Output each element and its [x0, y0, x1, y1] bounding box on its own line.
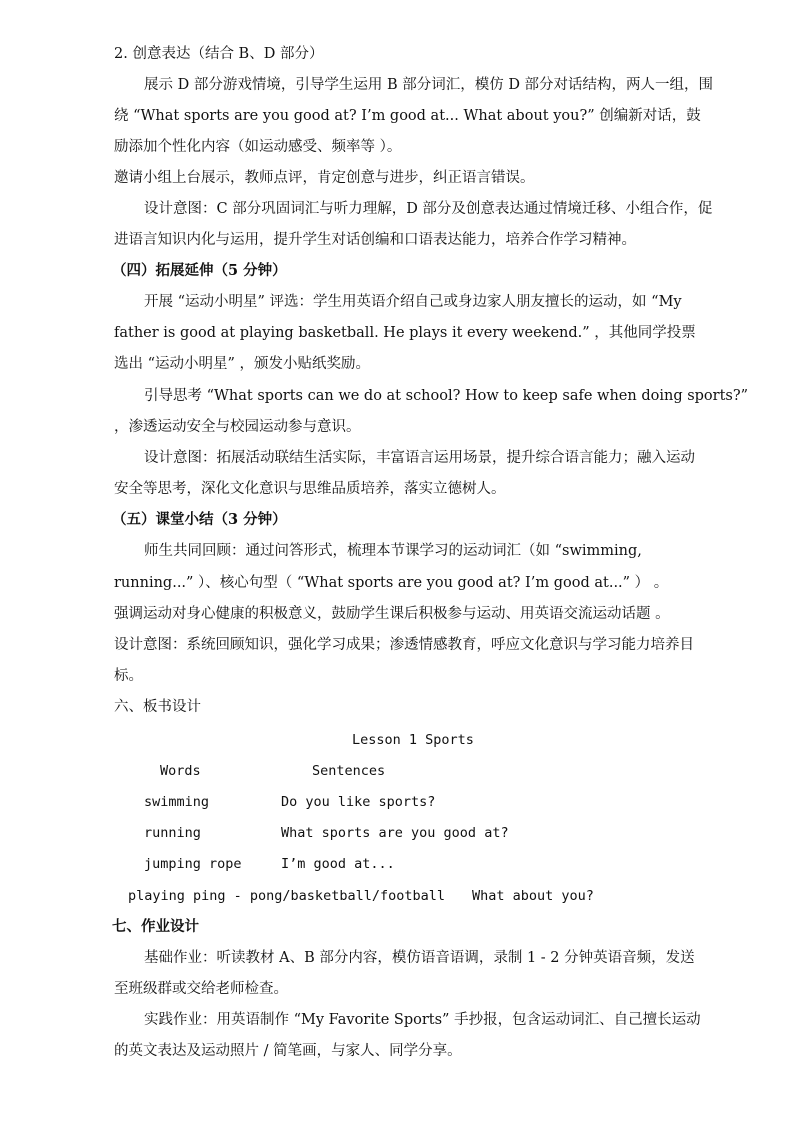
paragraph-line: 的英文表达及运动照片 / 简笔画，与家人、同学分享。 [114, 1043, 462, 1059]
section-heading: （四）拓展延伸（5 分钟） [112, 262, 287, 279]
paragraph-line: 设计意图：拓展活动联结生活实际，丰富语言运用场景，提升综合语言能力；融入运动 [144, 450, 695, 466]
section-heading: （五）课堂小结（3 分钟） [112, 511, 287, 528]
paragraph-line: 励添加个性化内容（如运动感受、频率等 ）。 [114, 139, 402, 155]
paragraph-line: 实践作业：用英语制作 “My Favorite Sports” 手抄报，包含运动词汇、自己擅长运动 [144, 1012, 701, 1028]
paragraph-line: 绕 “What sports are you good at? I’m good at... What about you?” 创编新对话，鼓 [114, 108, 701, 124]
paragraph-line: 进语言知识内化与运用，提升学生对话创编和口语表达能力，培养合作学习精神。 [114, 232, 636, 248]
board-column-words: Words [160, 763, 201, 779]
paragraph-line: running...” ）、核心句型（ “What sports are you good at? I’m good at...” ） 。 [114, 575, 669, 591]
board-title: Lesson 1 Sports [352, 732, 474, 748]
paragraph-line: 至班级群或交给老师检查。 [114, 981, 288, 997]
paragraph-line: 强调运动对身心健康的积极意义，鼓励学生课后积极参与运动、用英语交流运动话题 。 [114, 606, 670, 622]
paragraph-line: ，渗透运动安全与校园运动参与意识。 [114, 419, 361, 435]
board-column-sentences: Sentences [312, 763, 386, 779]
section-heading: 2. 创意表达（结合 B、D 部分） [114, 46, 324, 62]
paragraph-line: 师生共同回顾：通过问答形式，梳理本节课学习的运动词汇（如 “swimming, [144, 543, 642, 559]
paragraph-line: 基础作业：听读教材 A、B 部分内容，模仿语音语调，录制 1 - 2 分钟英语音频，发送 [144, 950, 695, 966]
paragraph-line: 展示 D 部分游戏情境，引导学生运用 B 部分词汇，模仿 D 部分对话结构，两人一组，围 [144, 77, 714, 93]
paragraph-line: 标。 [114, 668, 143, 684]
board-word: swimming [144, 794, 210, 810]
paragraph-line: 安全等思考，深化文化意识与思维品质培养，落实立德树人。 [114, 481, 506, 497]
board-sentence: I’m good at... [281, 856, 395, 872]
section-heading: 七、作业设计 [112, 918, 199, 935]
paragraph-line: 邀请小组上台展示，教师点评，肯定创意与进步，纠正语言错误。 [114, 170, 535, 186]
paragraph-line: 开展 “运动小明星” 评选：学生用英语介绍自己或身边家人朋友擅长的运动，如 “My [144, 294, 682, 310]
paragraph-line: 设计意图：系统回顾知识，强化学习成果；渗透情感教育，呼应文化意识与学习能力培养目 [114, 637, 694, 653]
paragraph-line: 设计意图：C 部分巩固词汇与听力理解，D 部分及创意表达通过情境迁移、小组合作，促 [144, 201, 713, 217]
paragraph-line: father is good at playing basketball. He plays it every weekend.” ，其他同学投票 [114, 325, 696, 341]
paragraph-line: 选出 “运动小明星” ，颁发小贴纸奖励。 [114, 356, 371, 372]
board-word: playing ping - pong/basketball/football [128, 888, 445, 904]
board-word: jumping rope [144, 856, 242, 872]
board-word: running [144, 825, 201, 841]
section-heading: 六、板书设计 [114, 699, 201, 715]
board-sentence: What sports are you good at? [281, 825, 509, 841]
board-sentence: What about you? [472, 888, 594, 904]
board-sentence: Do you like sports? [281, 794, 436, 810]
paragraph-line: 引导思考 “What sports can we do at school? How to keep safe when doing sports?” [144, 388, 749, 404]
